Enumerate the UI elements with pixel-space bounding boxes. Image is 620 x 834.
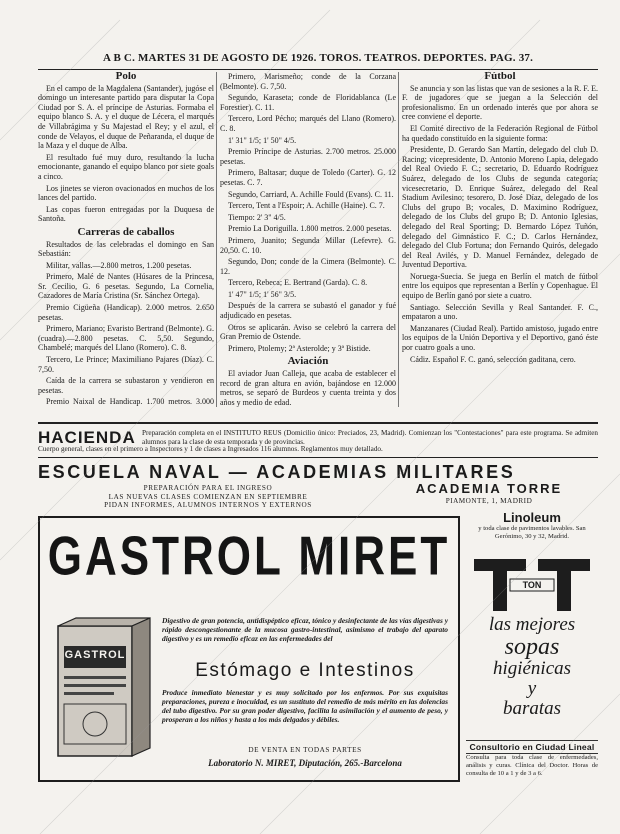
carreras-paragraph: Premio Naixal de Handicap. 1.700 metros. 3.000 xyxy=(46,397,214,407)
section-rule xyxy=(38,457,598,458)
escuela-sub-line: PREPARACIÓN PARA EL INGRESO xyxy=(143,484,273,492)
header-rule xyxy=(38,69,598,70)
gastrol-venta: DE VENTA EN TODAS PARTES xyxy=(248,746,362,754)
ton-caption-line: las mejores xyxy=(488,614,576,635)
linoleum-ad xyxy=(466,510,598,550)
escuela-subtitle xyxy=(38,484,378,510)
gastrol-box-label: GASTROL xyxy=(64,649,126,661)
ton-caption-line: y xyxy=(527,678,537,699)
ton-sopas-ad xyxy=(466,555,598,735)
carreras-paragraph: Resultados de las celebradas el domingo en San Sebastián: xyxy=(38,239,214,259)
column-2 xyxy=(220,72,396,407)
race-result: Tercero, Rebeca; E. Bertrand (Garda). C. 8. xyxy=(228,278,368,288)
section-rule xyxy=(38,422,598,424)
futbol-paragraph: Presidente, D. Gerardo San Martín, delegado del club D. Racing; vicepresidente, D. Antonio Moreno Lapia, delegado del Real Oviedo F. C.; secretario, D. Eduardo Rodríguez Suárez, delegado de los Clubs de segunda categoría; vicesecretario, D. Enrique Suárez, delegado del Real Stadium Avilesino; tesorero, D. José Díaz, delegado de los Clubs del grupo B; vocales, D. Maximino Rodríguez, delegado de los Clubs del grupo B; D. Antonio Iglesias, delegado del Real Sporting; D. Bernardo López Tuñón, delegado del Gimnástico F. C.; D. Carlos Hernández, delegado del Club Fortuna; don Fernando Quirós, delegado del Real Avilés, y D. Manuel Fernández, delegado de Juventud Deportiva. xyxy=(402,145,598,270)
futbol-paragraph: El Comité directivo de la Federación Regional de Fútbol ha quedado constituído en la siguiente forma: xyxy=(402,123,598,143)
race-result: Primero, Ptolemy; 2ª Asterolde; y 3ª Bistide. xyxy=(228,343,371,353)
futbol-paragraph: Santiago. Selección Sevilla y Real Santander. F. C., empataron a uno. xyxy=(402,302,598,322)
polo-paragraph: Los jinetes se vieron ovacionados en muchos de los lances del partido. xyxy=(38,183,214,203)
race-result: Después de la carrera se subastó el ganador y fué adjudicado en pesetas. xyxy=(220,301,396,321)
race-result: 1' 47" 1/5; 1' 56" 3/5. xyxy=(228,289,297,299)
academia-torre-title: ACADEMIA TORRE xyxy=(415,481,563,496)
race-result: Segundo, Carriard, A. Achille Fould (Evans). C. 11. xyxy=(228,189,394,199)
ton-logo-text: TON xyxy=(522,580,542,590)
polo-paragraph: El resultado fué muy duro, resultando la lucha emocionante, ganando el equipo blanco por siete goals a cinco. xyxy=(38,152,214,181)
column-divider xyxy=(216,72,217,407)
ton-caption-line: higiénicas xyxy=(492,658,572,679)
race-result: Premio Príncipe de Asturias. 2.700 metros. 25.000 pesetas. xyxy=(220,147,396,166)
futbol-paragraph: Noruega-Suecia. Se juega en Berlín el match de fútbol entre los equipos que representan a Berlín y Copenhague. El equipo de Berlín ganó por siete a cuatro. xyxy=(402,271,598,301)
escuela-sub-line: PIDAN INFORMES, ALUMNOS INTERNOS Y EXTERNOS xyxy=(104,501,312,510)
linoleum-text: y toda clase de pavimentos lavables. San Gerónimo, 30 y 32, Madrid. xyxy=(478,525,586,540)
column-1 xyxy=(38,72,214,407)
consultorio-ad xyxy=(466,740,598,800)
column-divider xyxy=(398,72,399,407)
hacienda-text-2: Cuerpo general, clases en el primero a Inspectores y 1 de clases a Ingresados 116 alumnos. Reglamentos muy detallado. xyxy=(38,445,383,453)
carreras-title: Carreras de caballos xyxy=(77,225,175,238)
futbol-paragraph: Se anuncia y son las listas que van de sesiones a la R. F. E. F. de jugadores que se juegan a la Selección del profesionalismo. En un ordenado interés que por ahora se cree conviene el deporte. xyxy=(402,83,598,122)
race-result: Tiempo: 2' 3" 4/5. xyxy=(228,212,286,222)
linoleum-title: Linoleum xyxy=(503,510,561,525)
hacienda-ad xyxy=(38,428,598,454)
gastrol-text-1: Digestivo de gran potencia, antidispéptico eficaz, tónico y desinfectante de las vías digestivas y rápido descongestionante de la mucosa gastro-intestinal, asimismo el trabajo del aparato digestivo y es un remedio eficaz en las enfermedades del xyxy=(162,616,448,643)
race-result: Primero, Baltasar; duque de Toledo (Carter). G. 12 pesetas. C. 7. xyxy=(220,168,396,187)
escuela-sub-line: LAS NUEVAS CLASES COMIENZAN EN SEPTIEMBRE xyxy=(108,492,308,501)
hacienda-text: Preparación completa en el INSTITUTO REUS (Domicilio único: Preciados, 23, Madrid). Comienzan los "Contestaciones" para este programa. Se admiten alumnos para la clase de esta temporada y de provincias. xyxy=(142,429,598,446)
race-result: Segundo, Karaseta; conde de Floridablanca (Le Forestier). C. 11. xyxy=(220,93,396,112)
aviacion-paragraph: El aviador Juan Calleja, que acaba de establecer el record de gran altura en avión, bajándose en 12.000 metros, se separó de Burdeos y cuenta treinta y dos años y medio de edad. xyxy=(220,369,396,407)
polo-paragraph: Las copas fueron entregadas por la Duquesa de Santoña. xyxy=(38,204,214,224)
futbol-paragraph: Manzanares (Ciudad Real). Partido amistoso, jugado entre los equipos de la Unión Deportiva y el Deportivo, ganó éste por cuatro goals a uno. xyxy=(402,323,598,353)
carreras-paragraph: Militar, vallas.—2.800 metros, 1.200 pesetas. xyxy=(46,260,192,270)
academia-torre-address: PIAMONTE, 1, MADRID xyxy=(445,497,533,505)
futbol-paragraph: Cádiz. Español F. C. ganó, selección gaditana, cero. xyxy=(410,354,576,364)
futbol-title: Fútbol xyxy=(484,72,516,82)
race-result: Primero, Marismeño; conde de la Corzana (Belmonte). G. 7,50. xyxy=(220,72,396,91)
consultorio-text: Consulta para toda clase de enfermedades, análisis y curas. Clínica del Doctor. Horas de consulta de 10 a 1 y de 3 a 6. xyxy=(466,754,598,777)
gastrol-box-icon xyxy=(54,616,152,764)
consultorio-title: Consultorio en Ciudad Lineal xyxy=(466,740,598,754)
carreras-paragraph: Primero, Malé de Nantes (Húsares de la Princesa, Sr. Cecilio, G. 6 pesetas. Segundo, La Cornelia, Cazadores de María Cristina (Sr. Sánchez Ortega). xyxy=(38,272,214,301)
polo-title: Polo xyxy=(115,72,137,82)
polo-paragraph: En el campo de la Magdalena (Santander), jugóse el domingo un interesante partido para disputar la Copa Ciudad por S. A. el príncipe de Asturias. Formaba el equipo blanco S. A. y el duque de Lécera, el marqués de Villabrágima y Su Majestad el Rey; y el azul, el conde de Velayos, el duque de Peñaranda, el duque de la Maza y el duque de Alba. xyxy=(38,83,214,151)
gastrol-miret-ad xyxy=(38,516,460,782)
carreras-paragraph: Caída de la carrera se subastaron y vendieron en pesetas. xyxy=(38,376,214,395)
carreras-paragraph: Premio Cigüeña (Handicap). 2.000 metros. 2.650 pesetas. xyxy=(38,303,214,322)
escuela-title: ESCUELA NAVAL — ACADEMIAS MILITARES xyxy=(38,462,516,482)
race-result: 1' 31" 1/5; 1' 50" 4/5. xyxy=(228,135,297,145)
ton-caption-line: baratas xyxy=(502,698,562,719)
race-result: Primero, Juanito; Segunda Millar (Lefevre). G. 20,50. C. 10. xyxy=(220,235,396,255)
gastrol-box-illustration xyxy=(54,616,152,764)
gastrol-title: GASTROL MIRET xyxy=(47,525,451,587)
race-result: Tercero, Tent a l'Espoir; A. Achille (Haine). C. 7. xyxy=(228,201,385,211)
ton-caption xyxy=(466,615,598,719)
escuela-naval-ad xyxy=(38,462,598,510)
hacienda-title: HACIENDA xyxy=(38,428,136,447)
aviacion-title: Aviación xyxy=(287,355,329,368)
carreras-paragraph: Tercero, Le Prince; Maximiliano Pajares (Díaz). C. 7,50. xyxy=(38,355,214,374)
race-result: Premio La Doriguilla. 1.800 metros. 2.000 pesetas. xyxy=(228,224,392,234)
gastrol-laboratorio: Laboratorio N. MIRET, Diputación, 265.-Barcelona xyxy=(208,758,402,768)
page-header: A B C. MARTES 31 DE AGOSTO DE 1926. TOROS. TEATROS. DEPORTES. PAG. 37. xyxy=(102,52,534,64)
column-3 xyxy=(402,72,598,407)
race-result: Segundo, Don; conde de la Cimera (Belmonte). C. 12. xyxy=(220,257,396,276)
carreras-paragraph: Primero, Mariano; Evaristo Bertrand (Belmonte). G. (cuadra).—2.800 pesetas. C. 5,50. Segundo, Chambelé; marqués del Llano (Romero). C. 8. xyxy=(38,324,214,353)
ton-caption-line: sopas xyxy=(504,634,560,660)
gastrol-text-2: Produce inmediato bienestar y es muy solicitado por los enfermos. Por sus exquisitas preparaciones, pureza e inocuidad, es un sustituto del remedio de más mérito en las dolencias del tubo digestivo. Por su gran poder digestivo, facilita la asimilación y el aumento de peso, y prosperan a los niños y hasta a los más delgados y débiles. xyxy=(162,688,448,724)
race-result: Tercero, Lord Pécho; marqués del Llano (Romero). C. 8. xyxy=(220,114,396,133)
race-result: Otros se aplicarán. Aviso se celebró la carrera del Gran Premio de Ostende. xyxy=(220,322,396,342)
gastrol-subtitle: Estómago e Intestinos xyxy=(195,660,415,681)
